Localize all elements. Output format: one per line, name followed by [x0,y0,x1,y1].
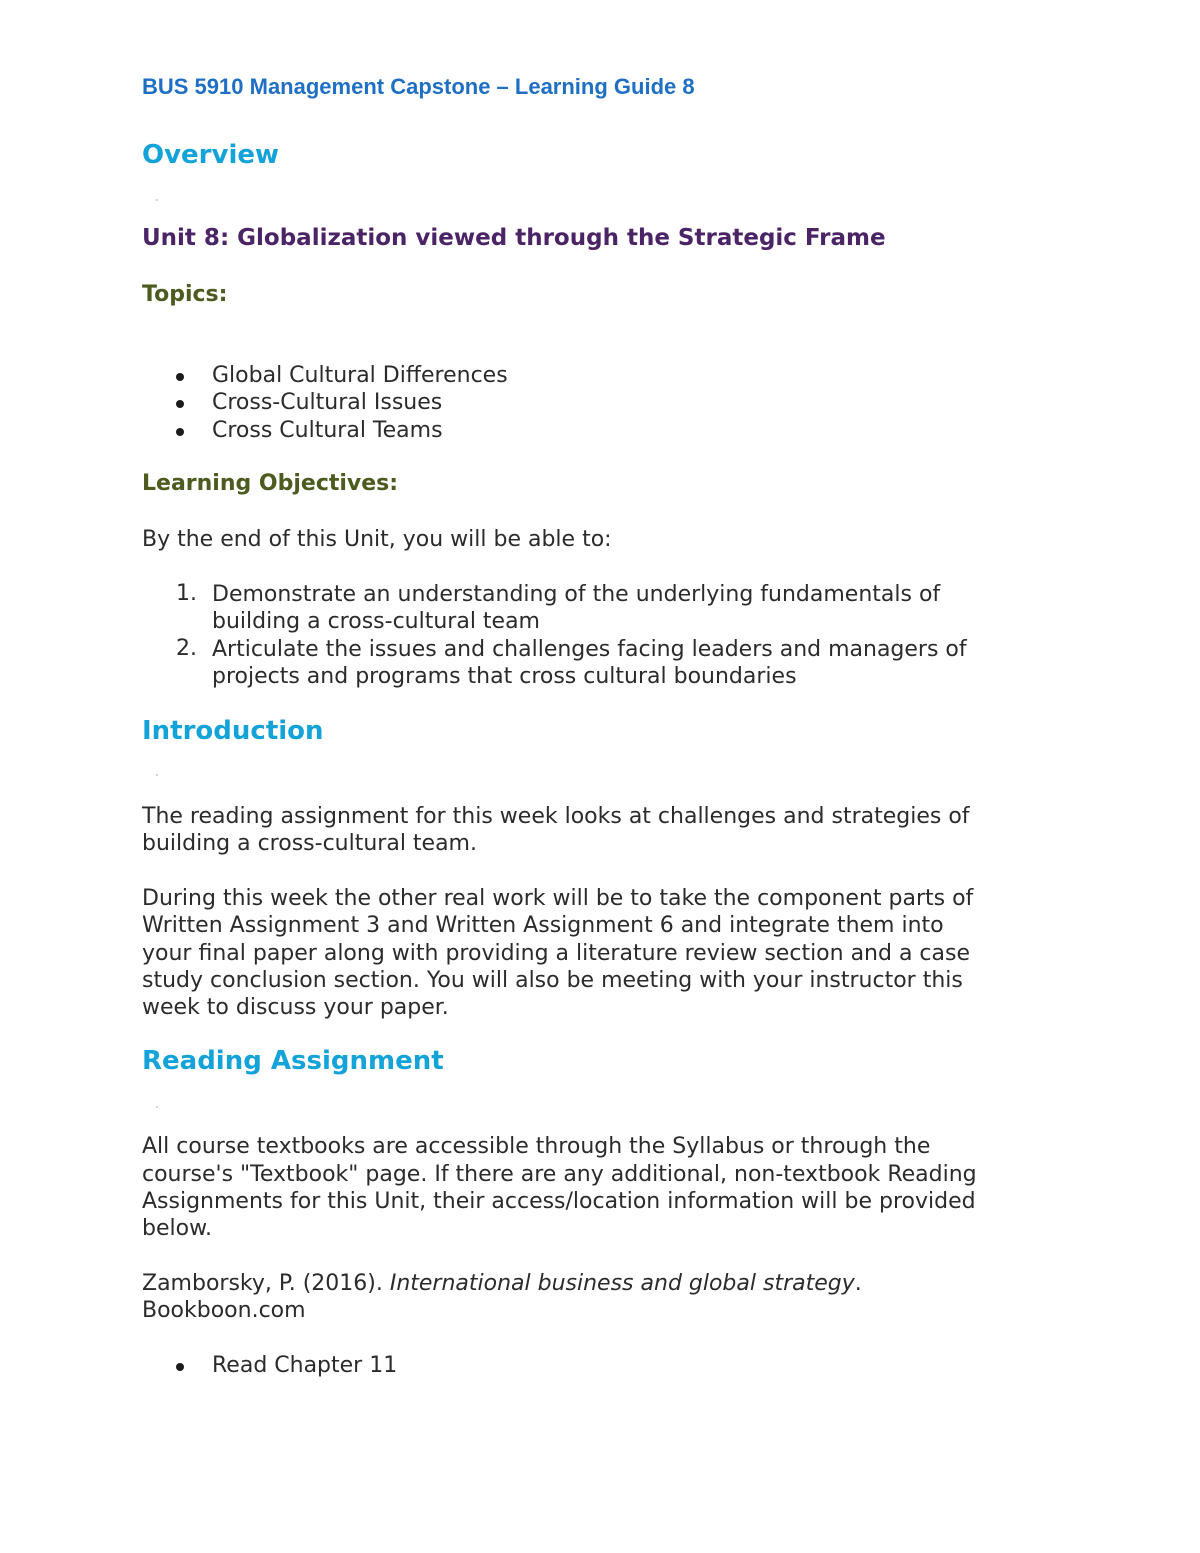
bullet-icon [176,428,184,436]
unit-title: Unit 8: Globalization viewed through the Strategic Frame [142,225,886,251]
citation-book-title: International business and global strategy [389,1271,855,1296]
objectives-intro: By the end of this Unit, you will be able to: [142,527,612,552]
paragraph-line: During this week the other real work will be to take the component parts of [142,886,974,911]
reading-item-text: Read Chapter 11 [212,1353,398,1378]
paragraph-line: your final paper along with providing a literature review section and a case [142,941,971,966]
document-title: BUS 5910 Management Capstone – Learning Guide 8 [142,74,695,99]
bullet-icon [176,400,184,408]
objectives-heading: Learning Objectives: [142,471,399,496]
objective-line: Articulate the issues and challenges facing leaders and managers of [212,637,967,662]
paragraph-line: Assignments for this Unit, their access/location information will be provided [142,1189,976,1214]
paragraph-line: course's "Textbook" page. If there are any additional, non-textbook Reading [142,1162,977,1187]
divider-mark [156,199,158,201]
paragraph-line: All course textbooks are accessible through the Syllabus or through the [142,1134,931,1159]
citation [142,1270,862,1297]
citation-author: Zamborsky, P. (2016). [142,1271,390,1296]
bullet-icon [176,373,184,381]
divider-mark [156,1106,158,1108]
paragraph-line: Written Assignment 3 and Written Assignment 6 and integrate them into [142,913,944,938]
overview-heading: Overview [142,140,280,170]
citation-publisher: Bookboon.com [142,1298,306,1323]
list-number: 2. [176,636,197,661]
topic-text: Cross Cultural Teams [212,418,443,443]
topic-text: Cross-Cultural Issues [212,390,443,415]
introduction-heading: Introduction [142,716,324,746]
objective-line: projects and programs that cross cultural boundaries [212,664,797,689]
citation-end: . [854,1271,862,1296]
bullet-icon [176,1363,184,1371]
divider-mark [156,774,158,776]
topic-text: Global Cultural Differences [212,363,508,388]
paragraph-line: below. [142,1216,213,1241]
topics-heading: Topics: [142,282,228,307]
paragraph-line: building a cross-cultural team. [142,831,477,856]
paragraph-line: The reading assignment for this week looks at challenges and strategies of [142,804,970,829]
paragraph-line: study conclusion section. You will also be meeting with your instructor this [142,968,963,993]
paragraph-line: week to discuss your paper. [142,995,449,1020]
objective-line: Demonstrate an understanding of the underlying fundamentals of [212,582,941,607]
reading-assignment-heading: Reading Assignment [142,1046,444,1076]
objective-line: building a cross-cultural team [212,609,540,634]
list-number: 1. [176,581,197,606]
